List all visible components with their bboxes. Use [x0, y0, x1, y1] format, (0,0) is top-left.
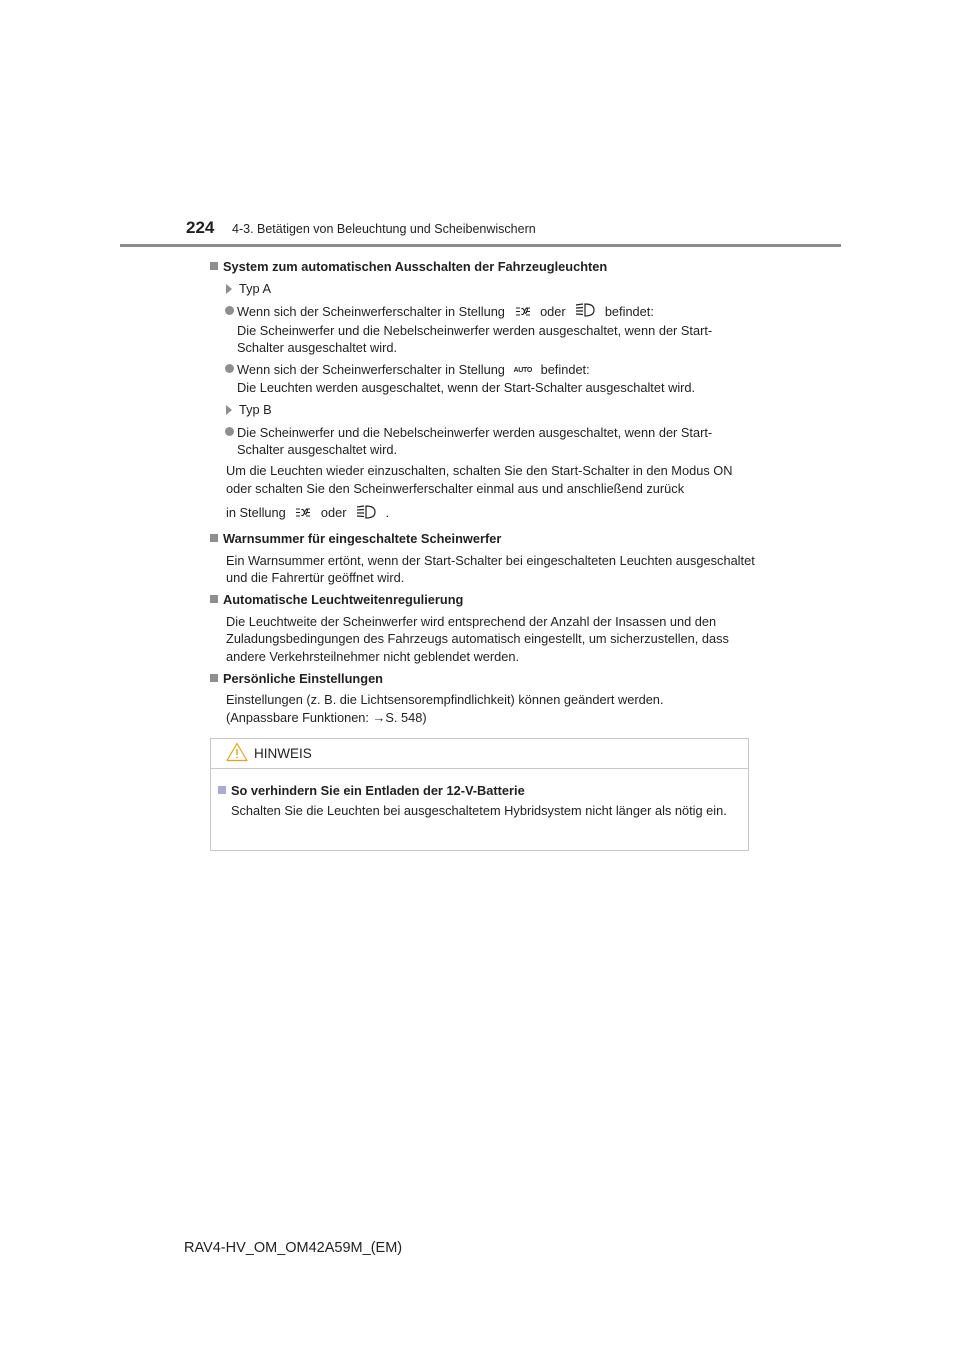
main-content: [210, 254, 756, 726]
bullet-text: befindet:: [604, 303, 654, 319]
paragraph: Um die Leuchten wieder einzuschalten, schalten Sie den Start-Schalter in den Modus ON oder schalten Sie den Scheinwerferschalter einmal aus und anschließend zurück: [226, 463, 733, 496]
bullet-item: [210, 424, 756, 459]
section-title-text: Warnsummer für eingeschaltete Scheinwerfer: [223, 531, 502, 547]
chapter-title: 4-3. Betätigen von Beleuchtung und Scheibenwischern: [232, 222, 536, 236]
headlight-icon: [575, 303, 595, 321]
header-rule: [120, 244, 841, 247]
auto-icon: AUTO: [513, 367, 533, 375]
paragraph: Einstellungen (z. B. die Lichtsensorempfindlichkeit) können geändert werden.: [226, 692, 664, 708]
reference-text: (Anpassbare Funktionen:: [226, 709, 373, 725]
headlight-icon: [356, 505, 376, 523]
bullet-body: Die Scheinwerfer und die Nebelscheinwerfer werden ausgeschaltet, wenn der Start-Schalter ausgeschaltet wird.: [237, 424, 713, 458]
section-marker: [210, 595, 218, 603]
section-marker: [210, 534, 218, 542]
section-marker: [210, 262, 218, 270]
bullet-text: oder: [540, 303, 566, 319]
type-label: [210, 280, 756, 297]
document-code: RAV4-HV_OM_OM42A59M_(EM): [184, 1240, 403, 1256]
type-label: [210, 401, 756, 418]
paragraph: Ein Warnsummer ertönt, wenn der Start-Schalter bei eingeschalteten Leuchten ausgeschaltet und die Fahrertür geöffnet wird.: [226, 552, 755, 585]
tail-light-icon: [515, 304, 531, 321]
bullet-body: Die Scheinwerfer und die Nebelscheinwerfer werden ausgeschaltet, wenn der Start-Schalter ausgeschaltet wird.: [237, 322, 713, 356]
warning-triangle-icon: [226, 742, 248, 767]
section-marker: [210, 674, 218, 682]
section-title-text: Automatische Leuchtweitenregulierung: [223, 592, 464, 608]
bullet-text: befindet:: [540, 362, 590, 378]
page-reference-link[interactable]: S. 548): [385, 709, 427, 725]
paragraph-text: in Stellung: [226, 505, 286, 521]
bullet-text: Wenn sich der Scheinwerferschalter in Stellung: [237, 303, 505, 319]
paragraph: Die Leuchtweite der Scheinwerfer wird entsprechend der Anzahl der Insassen und den Zuladungsbedingungen des Fahrzeugs automatisch eingestellt, um sicherzustellen, dass andere Verkehrsteilnehmer nicht geblendet werden.: [226, 613, 729, 664]
notice-text: Schalten Sie die Leuchten bei ausgeschaltetem Hybridsystem nicht länger als nötig ein.: [231, 803, 727, 819]
bullet-item: [210, 303, 756, 357]
type-b-label: Typ B: [239, 402, 272, 418]
notice-title: HINWEIS: [254, 746, 312, 761]
notice-body: [211, 769, 748, 820]
section-title-text: System zum automatischen Ausschalten der Fahrzeugleuchten: [223, 259, 608, 274]
reference-arrow-icon: →: [372, 709, 386, 725]
section-title: [210, 530, 756, 547]
bullet-text: Wenn sich der Scheinwerferschalter in Stellung: [237, 362, 505, 378]
notice-box: [210, 738, 749, 851]
arrow-right-icon: [226, 405, 232, 415]
paragraph: [210, 504, 756, 523]
paragraph-text: .: [385, 505, 390, 521]
notice-heading-text: So verhindern Sie ein Entladen der 12-V-Batterie: [231, 783, 525, 798]
section-title-text: Persönliche Einstellungen: [223, 670, 383, 686]
bullet-dot-icon: [225, 427, 234, 436]
section-title: [210, 591, 756, 608]
paragraph-text: oder: [320, 505, 347, 521]
section-title: [210, 670, 756, 687]
notice-heading: [218, 782, 738, 799]
bullet-dot-icon: [225, 306, 234, 315]
bullet-body: Die Leuchten werden ausgeschaltet, wenn der Start-Schalter ausgeschaltet wird.: [237, 379, 696, 395]
notice-marker: [218, 786, 226, 794]
tail-light-icon: [295, 505, 311, 522]
type-a-label: Typ A: [239, 281, 272, 297]
page-number: 224: [186, 218, 215, 237]
notice-header: [211, 739, 748, 769]
section-title: [210, 258, 756, 275]
paragraph: [210, 709, 756, 726]
arrow-right-icon: [226, 284, 232, 294]
bullet-dot-icon: [225, 364, 234, 373]
bullet-item: [210, 361, 756, 396]
